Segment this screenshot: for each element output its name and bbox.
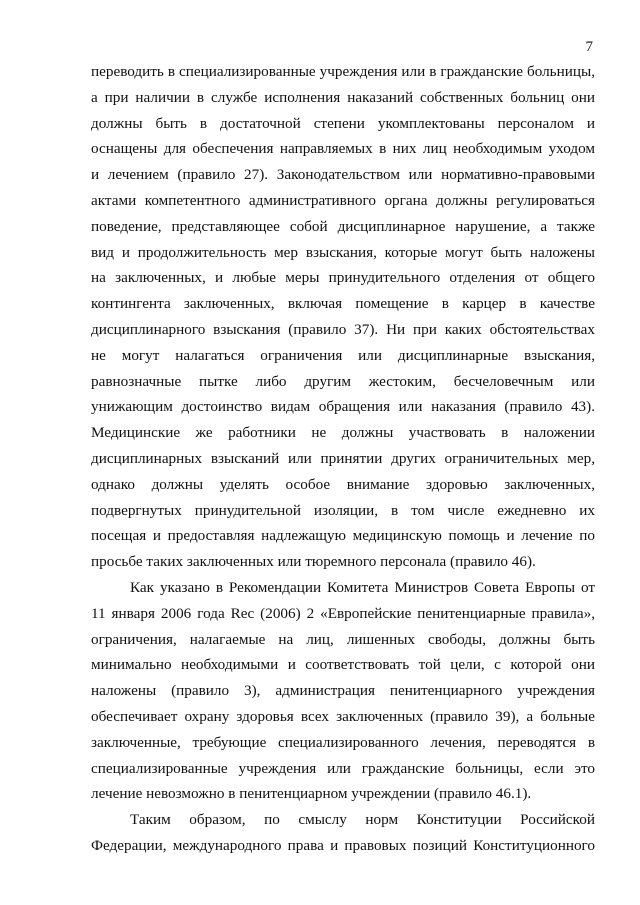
paragraph (91, 59, 595, 575)
paragraph (91, 575, 595, 807)
text-line: подвергнутых принудительной изоляции, в том числе ежедневно их (91, 501, 595, 519)
text-line: контингента заключенных, включая помещение в карцер в качестве (91, 295, 595, 313)
paragraph (91, 807, 595, 859)
text-line: наложены (правило 3), администрация пенитенциарного учреждения (91, 682, 595, 700)
body-text (91, 59, 595, 859)
text-line: поведение, представляющее собой дисциплинарное нарушение, а также (91, 217, 595, 235)
text-line: равнозначные пытке либо другим жестоким, бесчеловечным или (91, 372, 595, 390)
text-line: дисциплинарного взыскания (правило 37). Ни при каких обстоятельствах (91, 320, 595, 338)
text-line: обеспечивает охрану здоровья всех заключенных (правило 39), а больные (91, 707, 595, 725)
text-line: а при наличии в службе исполнения наказаний собственных больниц они (91, 88, 595, 106)
text-line: дисциплинарных взысканий или принятии других ограничительных мер, (91, 449, 595, 467)
text-line: унижающим достоинство видам обращения или наказания (правило 43). (91, 398, 595, 416)
text-line: не могут налагаться ограничения или дисциплинарные взыскания, (91, 346, 595, 364)
text-line: должны быть в достаточной степени укомплектованы персоналом и (91, 114, 595, 132)
text-line: лечение невозможно в пенитенциарном учреждении (правило 46.1). (91, 785, 532, 803)
text-line: однако должны уделять особое внимание здоровью заключенных, (91, 475, 595, 493)
text-line: заключенные, требующие специализированного лечения, переводятся в (91, 733, 595, 751)
text-line: актами компетентного административного органа должны регулироваться (91, 191, 595, 209)
text-line: и лечением (правило 27). Законодательством или нормативно-правовыми (91, 166, 595, 184)
text-line: Таким образом, по смыслу норм Конституции Российской (130, 811, 595, 829)
page-number: 7 (585, 39, 593, 55)
text-line: Федерации, международного права и правовых позиций Конституционного (91, 836, 595, 854)
text-line: специализированные учреждения или гражданские больницы, если это (91, 759, 595, 777)
text-line: 11 января 2006 года Rec (2006) 2 «Европейские пенитенциарные правила», (91, 604, 595, 622)
text-line: переводить в специализированные учреждения или в гражданские больницы, (91, 63, 595, 80)
text-line: минимально необходимыми и соответствовать той цели, с которой они (91, 656, 595, 674)
text-line: просьбе таких заключенных или тюремного персонала (правило 46). (91, 553, 536, 571)
text-line: оснащены для обеспечения направляемых в них лиц необходимым уходом (91, 140, 595, 158)
text-line: Как указано в Рекомендации Комитета Министров Совета Европы от (130, 578, 595, 596)
text-line: посещая и предоставляя надлежащую медицинскую помощь и лечение по (91, 527, 595, 545)
text-line: вид и продолжительность мер взыскания, которые могут быть наложены (91, 243, 595, 261)
text-line: Медицинские же работники не должны участвовать в наложении (91, 424, 595, 442)
text-line: на заключенных, и любые меры принудительного отделения от общего (91, 269, 595, 287)
text-line: ограничения, налагаемые на лиц, лишенных свободы, должны быть (91, 630, 595, 648)
